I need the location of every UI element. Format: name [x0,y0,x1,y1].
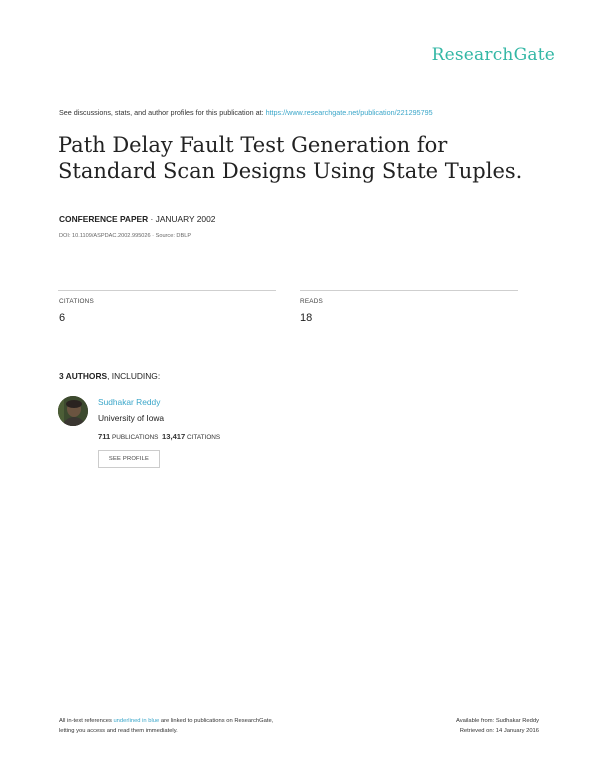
doi-line: DOI: 10.1109/ASPDAC.2002.995026 · Source: DBLP [59,233,192,239]
author-name-link[interactable]: Sudhakar Reddy [98,397,161,407]
underlined-in-blue-link[interactable]: underlined in blue [113,718,160,724]
footer-left-pre: All in-text references [59,718,114,724]
reads-value: 18 [300,312,313,324]
authors-count: 3 AUTHORS [59,371,108,381]
author-citations-count: 13,417 [162,432,186,441]
researchgate-logo[interactable]: ResearchGate [431,45,555,65]
paper-type: CONFERENCE PAPER [59,214,149,224]
reads-label: READS [300,298,324,305]
author-institution: University of Iowa [98,413,165,423]
discussion-text: See discussions, stats, and author profiles for this publication at: [59,108,266,117]
meta-separator: · [148,214,156,224]
author-publications-label: PUBLICATIONS [112,434,159,441]
paper-meta [59,214,215,224]
available-from: Available from: Sudhakar Reddy [455,718,539,724]
paper-title: Path Delay Fault Test Generation for Standard Scan Designs Using State Tuples. [58,133,523,183]
see-profile-button[interactable]: SEE PROFILE [98,450,160,468]
authors-heading [59,371,160,381]
authors-including: , INCLUDING: [107,371,161,381]
author-stats [98,432,220,441]
author-photo-icon [58,396,88,426]
divider-reads [300,290,518,291]
footer-availability [456,716,539,736]
footer-left-line2: letting you access and read them immediately. [59,728,178,734]
author-publications-count: 711 [98,432,111,441]
author-citations-label: CITATIONS [187,434,221,441]
footer-left-line1 [59,716,273,726]
footer-references-note [59,716,273,736]
publication-url-link[interactable]: https://www.researchgate.net/publication/221295795 [265,108,433,117]
footer-left-post: are linked to publications on ResearchGate, [159,718,274,724]
divider-citations [58,290,276,291]
avatar[interactable] [58,396,88,426]
citations-value: 6 [59,312,66,324]
citations-label: CITATIONS [59,298,94,305]
paper-date: JANUARY 2002 [155,214,216,224]
retrieved-on: Retrieved on: 14 January 2016 [459,728,539,734]
discussion-line [59,108,433,117]
